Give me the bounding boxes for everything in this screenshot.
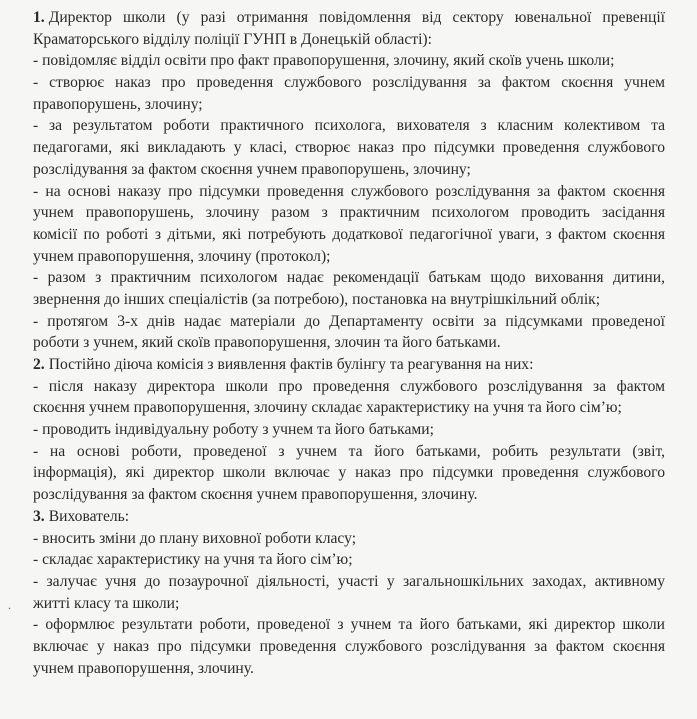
section-heading-paragraph [33, 506, 665, 528]
line-text: - залучає учня до позаурочної діяльності, участі у загальношкільних заходах, активному [33, 572, 665, 590]
text-line [33, 593, 665, 615]
line-text: Вихователь: [48, 507, 130, 525]
list-item [33, 115, 665, 180]
section-number: 3. [33, 507, 45, 525]
line-text: житті класу та школи; [33, 594, 180, 612]
text-line [33, 397, 665, 419]
text-line [33, 224, 665, 246]
line-text: включає у наказ про підсумки проведення службового розслідування за фактом скоєння [33, 637, 665, 655]
line-text: комісії по роботі з дітьми, які потребують додаткової педагогічної уваги, з фактом скоєння [33, 225, 665, 243]
text-line [33, 484, 665, 506]
list-item [33, 376, 665, 419]
text-line [33, 419, 665, 441]
list-item [33, 419, 665, 441]
line-text: - протягом 3-х днів надає матеріали до Департаменту освіти за підсумками проведеної [33, 312, 665, 330]
text-line [33, 376, 665, 398]
text-line [33, 72, 665, 94]
text-line [33, 332, 665, 354]
text-line [33, 29, 665, 51]
line-text: учнем правопорушення, злочину. [33, 659, 254, 677]
list-item [33, 549, 665, 571]
line-text: - вносить зміни до плану виховної роботи класу; [33, 529, 357, 547]
text-line [33, 159, 665, 181]
section-heading-paragraph [33, 7, 665, 50]
section-heading-paragraph [33, 354, 665, 376]
list-item [33, 528, 665, 550]
line-text: - повідомляє відділ освіти про факт правопорушення, злочину, який скоїв учень школи; [33, 52, 615, 70]
line-text: педагогами, які викладають у класі, створює наказ про підсумки проведення службового [33, 139, 665, 157]
line-text: - створює наказ про проведення службового розслідування за фактом скоєння учнем [33, 74, 665, 92]
text-line [33, 267, 665, 289]
line-text: звернення до інших спеціалістів (за потребою), постановка на внутрішкільний облік; [33, 290, 601, 308]
line-text: інформація), які директор школи включає у наказ про підсумки проведення службового [33, 464, 665, 482]
list-item [33, 441, 665, 506]
line-text: Краматорського відділу поліції ГУНП в Донецькій області): [33, 30, 432, 48]
list-item [33, 181, 665, 268]
line-text: - складає характеристику на учня та його сім’ю; [33, 551, 353, 569]
text-line [33, 94, 665, 116]
list-item [33, 571, 665, 614]
text-line [33, 137, 665, 159]
line-text: - після наказу директора школи про проведення службового розслідування за фактом [33, 377, 665, 395]
line-text: розслідування за фактом скоєння учнем правопорушень, злочину; [33, 160, 471, 178]
text-line [33, 181, 665, 203]
line-text: - проводить індивідуальну роботу з учнем та його батьками; [33, 421, 434, 439]
text-line [33, 50, 665, 72]
line-text: скоєння учнем правопорушення, злочину складає характеристику на учня та його сім’ю; [33, 399, 622, 417]
line-text: - оформлює результати роботи, проведеної з учнем та його батьками, які директор школи [33, 616, 665, 634]
line-text: - на основі наказу про підсумки проведення службового розслідування за фактом скоєння [33, 182, 665, 200]
line-text: роботи з учнем, який скоїв правопорушення, злочин та його батьками. [33, 334, 501, 352]
section-number: 1. [33, 9, 45, 26]
text-line [33, 506, 665, 528]
list-item [33, 267, 665, 310]
line-text: учнем правопорушень, злочину разом з практичним психологом проводить засідання [33, 204, 665, 222]
text-line [33, 528, 665, 550]
line-text: - на основі роботи, проведеної з учнем та його батьками, робить результати (звіт, [33, 442, 665, 460]
scan-speck: . [8, 598, 11, 612]
text-line [33, 462, 665, 484]
line-text: - разом з практичним психологом надає рекомендації батькам щодо виховання дитини, [33, 269, 665, 287]
document-body [33, 7, 665, 679]
section-number: 2. [33, 356, 45, 373]
line-text: - за результатом роботи практичного психолога, вихователя з класним колективом та [33, 117, 665, 135]
text-line [33, 354, 665, 376]
text-line [33, 658, 665, 680]
list-item [33, 311, 665, 354]
line-text: Директор школи (у разі отримання повідомлення від сектору ювенальної превенції [48, 9, 665, 26]
list-item [33, 50, 665, 72]
line-text: розслідування за фактом скоєння учнем правопорушення, злочину. [33, 486, 478, 504]
text-line [33, 115, 665, 137]
list-item [33, 72, 665, 115]
list-item [33, 614, 665, 679]
text-line [33, 614, 665, 636]
text-line [33, 549, 665, 571]
text-line [33, 311, 665, 333]
text-line [33, 636, 665, 658]
text-line [33, 202, 665, 224]
line-text: учнем правопорушення, злочину (протокол); [33, 247, 331, 265]
text-line [33, 441, 665, 463]
line-text: правопорушень, злочину; [33, 95, 203, 113]
text-line [33, 571, 665, 593]
text-line [33, 289, 665, 311]
line-text: Постійно діюча комісія з виявлення фактів булінгу та реагування на них: [48, 356, 534, 373]
text-line [33, 246, 665, 268]
text-line [33, 7, 665, 29]
